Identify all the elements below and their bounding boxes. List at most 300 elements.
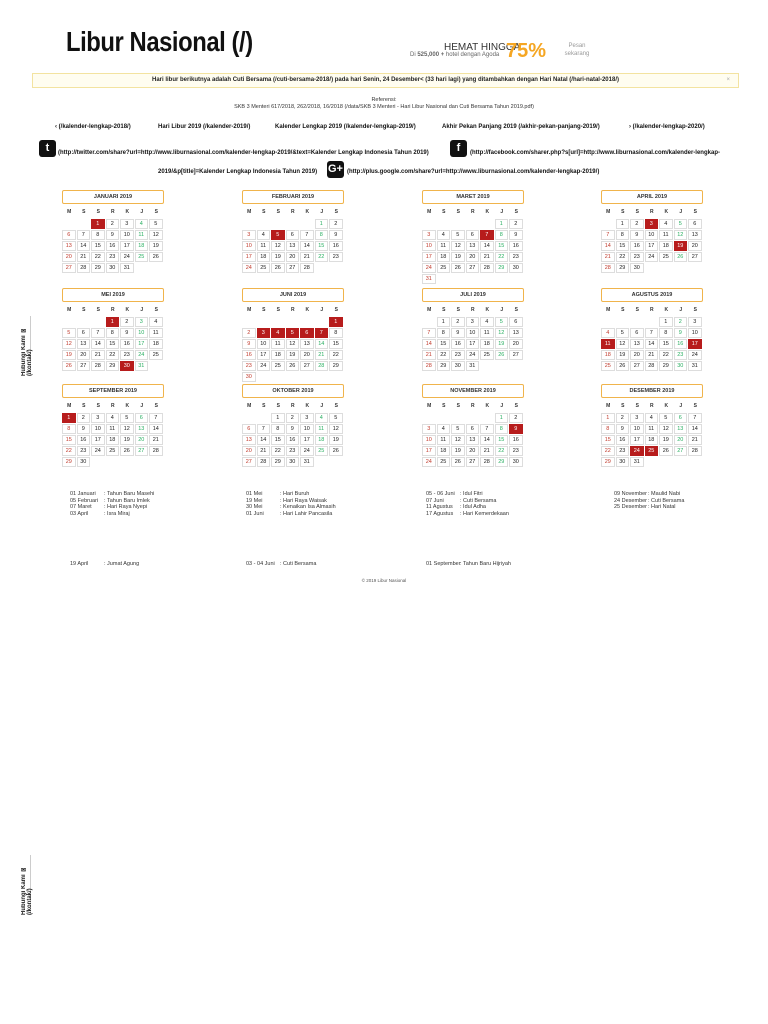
- day-cell[interactable]: 10: [466, 328, 480, 338]
- day-cell[interactable]: 5: [329, 413, 343, 423]
- day-cell[interactable]: 3: [688, 317, 702, 327]
- day-cell[interactable]: 28: [300, 263, 314, 273]
- day-cell[interactable]: 28: [77, 263, 91, 273]
- day-cell[interactable]: 7: [300, 230, 314, 240]
- day-cell[interactable]: 14: [149, 424, 163, 434]
- day-cell[interactable]: 26: [495, 350, 509, 360]
- day-cell[interactable]: 28: [645, 361, 659, 371]
- day-cell[interactable]: 1: [495, 219, 509, 229]
- day-cell[interactable]: 29: [495, 263, 509, 273]
- day-cell[interactable]: 8: [271, 424, 285, 434]
- day-cell[interactable]: 18: [149, 339, 163, 349]
- day-cell[interactable]: 20: [77, 350, 91, 360]
- day-cell[interactable]: 14: [315, 339, 329, 349]
- day-cell[interactable]: 27: [77, 361, 91, 371]
- day-cell[interactable]: 28: [422, 361, 436, 371]
- day-cell[interactable]: 16: [509, 241, 523, 251]
- day-cell[interactable]: 2: [77, 413, 91, 423]
- day-cell[interactable]: 29: [62, 457, 76, 467]
- day-cell[interactable]: 16: [77, 435, 91, 445]
- day-cell[interactable]: 23: [451, 350, 465, 360]
- day-cell[interactable]: 16: [451, 339, 465, 349]
- day-cell[interactable]: 26: [271, 263, 285, 273]
- day-cell[interactable]: 12: [149, 230, 163, 240]
- day-cell[interactable]: 3: [630, 413, 644, 423]
- day-cell[interactable]: 19: [451, 446, 465, 456]
- day-cell[interactable]: 12: [616, 339, 630, 349]
- day-cell[interactable]: 24: [91, 446, 105, 456]
- day-cell[interactable]: 27: [286, 263, 300, 273]
- day-cell[interactable]: 21: [300, 252, 314, 262]
- day-cell[interactable]: 23: [286, 446, 300, 456]
- day-cell[interactable]: 30: [242, 372, 256, 382]
- month-title[interactable]: DESEMBER 2019: [601, 384, 703, 398]
- day-cell[interactable]: 13: [688, 230, 702, 240]
- day-cell[interactable]: 27: [300, 361, 314, 371]
- day-cell[interactable]: 16: [509, 435, 523, 445]
- day-cell[interactable]: 10: [688, 328, 702, 338]
- day-cell[interactable]: 11: [480, 328, 494, 338]
- day-cell[interactable]: 19: [149, 241, 163, 251]
- day-cell[interactable]: 9: [106, 230, 120, 240]
- day-cell[interactable]: 2: [329, 219, 343, 229]
- holiday-day-cell[interactable]: 11: [601, 339, 615, 349]
- holiday-day-cell[interactable]: 1: [329, 317, 343, 327]
- day-cell[interactable]: 17: [135, 339, 149, 349]
- day-cell[interactable]: 7: [688, 413, 702, 423]
- day-cell[interactable]: 2: [242, 328, 256, 338]
- facebook-share-link[interactable]: (http://facebook.com/sharer.php?s[url]=http://www.liburnasional.com/kalender-lengkap-: [470, 150, 720, 156]
- day-cell[interactable]: 6: [688, 219, 702, 229]
- day-cell[interactable]: 3: [422, 230, 436, 240]
- day-cell[interactable]: 23: [77, 446, 91, 456]
- day-cell[interactable]: 22: [437, 350, 451, 360]
- day-cell[interactable]: 8: [91, 230, 105, 240]
- holiday-day-cell[interactable]: 5: [271, 230, 285, 240]
- day-cell[interactable]: 2: [451, 317, 465, 327]
- day-cell[interactable]: 1: [437, 317, 451, 327]
- day-cell[interactable]: 24: [257, 361, 271, 371]
- day-cell[interactable]: 30: [509, 263, 523, 273]
- next-year-link[interactable]: › (/kalender-lengkap-2020/): [629, 124, 705, 130]
- day-cell[interactable]: 14: [77, 241, 91, 251]
- day-cell[interactable]: 12: [120, 424, 134, 434]
- day-cell[interactable]: 5: [674, 219, 688, 229]
- day-cell[interactable]: 4: [645, 413, 659, 423]
- day-cell[interactable]: 21: [688, 435, 702, 445]
- day-cell[interactable]: 26: [62, 361, 76, 371]
- libur-2019-link[interactable]: Hari Libur 2019 (/kalender-2019/): [158, 124, 251, 130]
- day-cell[interactable]: 9: [77, 424, 91, 434]
- day-cell[interactable]: 10: [422, 435, 436, 445]
- day-cell[interactable]: 29: [659, 361, 673, 371]
- day-cell[interactable]: 6: [674, 413, 688, 423]
- day-cell[interactable]: 22: [106, 350, 120, 360]
- day-cell[interactable]: 4: [437, 230, 451, 240]
- day-cell[interactable]: 29: [437, 361, 451, 371]
- day-cell[interactable]: 12: [62, 339, 76, 349]
- day-cell[interactable]: 7: [77, 230, 91, 240]
- day-cell[interactable]: 10: [422, 241, 436, 251]
- day-cell[interactable]: 21: [91, 350, 105, 360]
- day-cell[interactable]: 4: [601, 328, 615, 338]
- day-cell[interactable]: 10: [300, 424, 314, 434]
- day-cell[interactable]: 20: [688, 241, 702, 251]
- day-cell[interactable]: 2: [120, 317, 134, 327]
- day-cell[interactable]: 4: [659, 219, 673, 229]
- day-cell[interactable]: 31: [688, 361, 702, 371]
- day-cell[interactable]: 15: [315, 241, 329, 251]
- day-cell[interactable]: 9: [451, 328, 465, 338]
- day-cell[interactable]: 30: [509, 457, 523, 467]
- day-cell[interactable]: 14: [257, 435, 271, 445]
- day-cell[interactable]: 20: [286, 252, 300, 262]
- day-cell[interactable]: 10: [120, 230, 134, 240]
- day-cell[interactable]: 4: [437, 424, 451, 434]
- day-cell[interactable]: 18: [135, 241, 149, 251]
- day-cell[interactable]: 21: [77, 252, 91, 262]
- day-cell[interactable]: 11: [659, 230, 673, 240]
- day-cell[interactable]: 6: [242, 424, 256, 434]
- day-cell[interactable]: 23: [329, 252, 343, 262]
- holiday-day-cell[interactable]: 1: [62, 413, 76, 423]
- day-cell[interactable]: 26: [659, 446, 673, 456]
- day-cell[interactable]: 8: [495, 424, 509, 434]
- day-cell[interactable]: 12: [271, 241, 285, 251]
- day-cell[interactable]: 23: [616, 446, 630, 456]
- month-title[interactable]: SEPTEMBER 2019: [62, 384, 164, 398]
- day-cell[interactable]: 11: [257, 241, 271, 251]
- day-cell[interactable]: 10: [135, 328, 149, 338]
- day-cell[interactable]: 10: [630, 424, 644, 434]
- promo-cta-link[interactable]: Pesan sekarang: [564, 43, 590, 57]
- day-cell[interactable]: 15: [495, 241, 509, 251]
- day-cell[interactable]: 11: [271, 339, 285, 349]
- day-cell[interactable]: 16: [242, 350, 256, 360]
- month-title[interactable]: JULI 2019: [422, 288, 524, 302]
- day-cell[interactable]: 18: [645, 435, 659, 445]
- day-cell[interactable]: 9: [674, 328, 688, 338]
- day-cell[interactable]: 27: [135, 446, 149, 456]
- day-cell[interactable]: 13: [135, 424, 149, 434]
- contact-link-upper[interactable]: Hubungi Kami ✉ (/kontak/): [20, 316, 31, 376]
- day-cell[interactable]: 2: [509, 219, 523, 229]
- day-cell[interactable]: 14: [645, 339, 659, 349]
- day-cell[interactable]: 16: [286, 435, 300, 445]
- day-cell[interactable]: 2: [630, 219, 644, 229]
- day-cell[interactable]: 24: [300, 446, 314, 456]
- twitter-icon[interactable]: t: [39, 140, 56, 157]
- kalender-lengkap-link[interactable]: Kalender Lengkap 2019 (/kalender-lengkap-2019/): [275, 124, 416, 130]
- day-cell[interactable]: 22: [495, 446, 509, 456]
- day-cell[interactable]: 8: [315, 230, 329, 240]
- day-cell[interactable]: 18: [315, 435, 329, 445]
- day-cell[interactable]: 6: [77, 328, 91, 338]
- day-cell[interactable]: 21: [601, 252, 615, 262]
- month-title[interactable]: OKTOBER 2019: [242, 384, 344, 398]
- day-cell[interactable]: 7: [601, 230, 615, 240]
- day-cell[interactable]: 9: [329, 230, 343, 240]
- day-cell[interactable]: 25: [106, 446, 120, 456]
- day-cell[interactable]: 12: [451, 241, 465, 251]
- day-cell[interactable]: 24: [688, 350, 702, 360]
- day-cell[interactable]: 8: [106, 328, 120, 338]
- holiday-day-cell[interactable]: 25: [645, 446, 659, 456]
- day-cell[interactable]: 5: [659, 413, 673, 423]
- day-cell[interactable]: 26: [451, 457, 465, 467]
- day-cell[interactable]: 27: [62, 263, 76, 273]
- day-cell[interactable]: 19: [616, 350, 630, 360]
- day-cell[interactable]: 3: [300, 413, 314, 423]
- day-cell[interactable]: 17: [91, 435, 105, 445]
- day-cell[interactable]: 3: [422, 424, 436, 434]
- day-cell[interactable]: 24: [645, 252, 659, 262]
- day-cell[interactable]: 12: [659, 424, 673, 434]
- day-cell[interactable]: 19: [659, 435, 673, 445]
- day-cell[interactable]: 7: [480, 424, 494, 434]
- day-cell[interactable]: 13: [674, 424, 688, 434]
- day-cell[interactable]: 28: [91, 361, 105, 371]
- day-cell[interactable]: 3: [120, 219, 134, 229]
- day-cell[interactable]: 13: [77, 339, 91, 349]
- day-cell[interactable]: 5: [616, 328, 630, 338]
- day-cell[interactable]: 22: [315, 252, 329, 262]
- month-title[interactable]: MEI 2019: [62, 288, 164, 302]
- day-cell[interactable]: 25: [601, 361, 615, 371]
- day-cell[interactable]: 3: [91, 413, 105, 423]
- day-cell[interactable]: 1: [495, 413, 509, 423]
- day-cell[interactable]: 30: [630, 263, 644, 273]
- day-cell[interactable]: 12: [286, 339, 300, 349]
- holiday-day-cell[interactable]: 1: [91, 219, 105, 229]
- day-cell[interactable]: 6: [135, 413, 149, 423]
- day-cell[interactable]: 20: [466, 446, 480, 456]
- day-cell[interactable]: 25: [149, 350, 163, 360]
- day-cell[interactable]: 25: [437, 263, 451, 273]
- day-cell[interactable]: 15: [437, 339, 451, 349]
- day-cell[interactable]: 23: [120, 350, 134, 360]
- holiday-day-cell[interactable]: 7: [315, 328, 329, 338]
- day-cell[interactable]: 3: [242, 230, 256, 240]
- day-cell[interactable]: 16: [106, 241, 120, 251]
- facebook-share-link-cont[interactable]: 2019/&p[title]=Kalender Lengkap Indonesia Tahun 2019): [158, 169, 318, 175]
- day-cell[interactable]: 20: [300, 350, 314, 360]
- day-cell[interactable]: 14: [480, 241, 494, 251]
- day-cell[interactable]: 7: [645, 328, 659, 338]
- month-title[interactable]: JANUARI 2019: [62, 190, 164, 204]
- day-cell[interactable]: 20: [674, 435, 688, 445]
- day-cell[interactable]: 18: [659, 241, 673, 251]
- day-cell[interactable]: 14: [300, 241, 314, 251]
- day-cell[interactable]: 15: [601, 435, 615, 445]
- day-cell[interactable]: 2: [616, 413, 630, 423]
- day-cell[interactable]: 19: [495, 339, 509, 349]
- day-cell[interactable]: 17: [466, 339, 480, 349]
- day-cell[interactable]: 16: [616, 435, 630, 445]
- day-cell[interactable]: 8: [659, 328, 673, 338]
- day-cell[interactable]: 13: [242, 435, 256, 445]
- day-cell[interactable]: 20: [62, 252, 76, 262]
- day-cell[interactable]: 20: [135, 435, 149, 445]
- day-cell[interactable]: 24: [422, 263, 436, 273]
- day-cell[interactable]: 15: [659, 339, 673, 349]
- day-cell[interactable]: 4: [315, 413, 329, 423]
- day-cell[interactable]: 14: [688, 424, 702, 434]
- day-cell[interactable]: 24: [242, 263, 256, 273]
- day-cell[interactable]: 6: [630, 328, 644, 338]
- day-cell[interactable]: 16: [674, 339, 688, 349]
- day-cell[interactable]: 17: [242, 252, 256, 262]
- day-cell[interactable]: 31: [630, 457, 644, 467]
- day-cell[interactable]: 29: [271, 457, 285, 467]
- day-cell[interactable]: 9: [616, 424, 630, 434]
- day-cell[interactable]: 17: [300, 435, 314, 445]
- day-cell[interactable]: 26: [286, 361, 300, 371]
- day-cell[interactable]: 2: [509, 413, 523, 423]
- day-cell[interactable]: 2: [106, 219, 120, 229]
- day-cell[interactable]: 17: [120, 241, 134, 251]
- day-cell[interactable]: 13: [509, 328, 523, 338]
- day-cell[interactable]: 13: [300, 339, 314, 349]
- day-cell[interactable]: 23: [509, 252, 523, 262]
- day-cell[interactable]: 29: [495, 457, 509, 467]
- day-cell[interactable]: 7: [257, 424, 271, 434]
- reference-link[interactable]: SKB 3 Menteri 617/2018, 262/2018, 16/2018 (/data/SKB 3 Menteri - Hari Libur Nasional dan Cuti Bersama Tahun 2019.pdf): [234, 104, 534, 110]
- holiday-day-cell[interactable]: 6: [300, 328, 314, 338]
- day-cell[interactable]: 15: [62, 435, 76, 445]
- day-cell[interactable]: 17: [422, 446, 436, 456]
- google-plus-icon[interactable]: G+: [327, 161, 344, 178]
- day-cell[interactable]: 23: [106, 252, 120, 262]
- day-cell[interactable]: 17: [645, 241, 659, 251]
- holiday-day-cell[interactable]: 17: [688, 339, 702, 349]
- day-cell[interactable]: 21: [149, 435, 163, 445]
- day-cell[interactable]: 28: [149, 446, 163, 456]
- day-cell[interactable]: 8: [616, 230, 630, 240]
- facebook-icon[interactable]: f: [450, 140, 467, 157]
- day-cell[interactable]: 31: [300, 457, 314, 467]
- day-cell[interactable]: 9: [509, 230, 523, 240]
- day-cell[interactable]: 7: [422, 328, 436, 338]
- day-cell[interactable]: 13: [466, 241, 480, 251]
- day-cell[interactable]: 22: [495, 252, 509, 262]
- day-cell[interactable]: 25: [135, 252, 149, 262]
- day-cell[interactable]: 13: [286, 241, 300, 251]
- day-cell[interactable]: 29: [616, 263, 630, 273]
- day-cell[interactable]: 5: [62, 328, 76, 338]
- day-cell[interactable]: 4: [480, 317, 494, 327]
- day-cell[interactable]: 20: [630, 350, 644, 360]
- day-cell[interactable]: 2: [286, 413, 300, 423]
- day-cell[interactable]: 24: [135, 350, 149, 360]
- day-cell[interactable]: 23: [509, 446, 523, 456]
- day-cell[interactable]: 26: [451, 263, 465, 273]
- day-cell[interactable]: 5: [495, 317, 509, 327]
- day-cell[interactable]: 13: [62, 241, 76, 251]
- day-cell[interactable]: 5: [120, 413, 134, 423]
- day-cell[interactable]: 4: [106, 413, 120, 423]
- day-cell[interactable]: 20: [509, 339, 523, 349]
- day-cell[interactable]: 6: [509, 317, 523, 327]
- day-cell[interactable]: 29: [91, 263, 105, 273]
- day-cell[interactable]: 4: [149, 317, 163, 327]
- day-cell[interactable]: 30: [77, 457, 91, 467]
- holiday-day-cell[interactable]: 3: [257, 328, 271, 338]
- day-cell[interactable]: 8: [437, 328, 451, 338]
- day-cell[interactable]: 31: [120, 263, 134, 273]
- akhir-pekan-link[interactable]: Akhir Pekan Panjang 2019 (/akhir-pekan-panjang-2019/): [442, 124, 600, 130]
- day-cell[interactable]: 26: [616, 361, 630, 371]
- holiday-day-cell[interactable]: 24: [630, 446, 644, 456]
- day-cell[interactable]: 6: [466, 230, 480, 240]
- day-cell[interactable]: 1: [659, 317, 673, 327]
- holiday-day-cell[interactable]: 4: [271, 328, 285, 338]
- day-cell[interactable]: 1: [271, 413, 285, 423]
- day-cell[interactable]: 5: [451, 424, 465, 434]
- day-cell[interactable]: 30: [106, 263, 120, 273]
- day-cell[interactable]: 29: [601, 457, 615, 467]
- holiday-day-cell[interactable]: 9: [509, 424, 523, 434]
- day-cell[interactable]: 28: [257, 457, 271, 467]
- day-cell[interactable]: 5: [451, 230, 465, 240]
- contact-link-lower[interactable]: Hubungi Kami ✉ (/kontak/): [20, 855, 31, 915]
- holiday-day-cell[interactable]: 3: [645, 219, 659, 229]
- day-cell[interactable]: 25: [659, 252, 673, 262]
- day-cell[interactable]: 22: [616, 252, 630, 262]
- day-cell[interactable]: 22: [659, 350, 673, 360]
- day-cell[interactable]: 21: [645, 350, 659, 360]
- day-cell[interactable]: 22: [329, 350, 343, 360]
- day-cell[interactable]: 14: [480, 435, 494, 445]
- day-cell[interactable]: 18: [601, 350, 615, 360]
- day-cell[interactable]: 16: [630, 241, 644, 251]
- day-cell[interactable]: 30: [286, 457, 300, 467]
- day-cell[interactable]: 24: [422, 457, 436, 467]
- day-cell[interactable]: 31: [466, 361, 480, 371]
- holiday-day-cell[interactable]: 1: [106, 317, 120, 327]
- day-cell[interactable]: 26: [149, 252, 163, 262]
- day-cell[interactable]: 28: [480, 263, 494, 273]
- day-cell[interactable]: 11: [645, 424, 659, 434]
- holiday-day-cell[interactable]: 19: [674, 241, 688, 251]
- day-cell[interactable]: 27: [466, 457, 480, 467]
- day-cell[interactable]: 27: [688, 252, 702, 262]
- month-title[interactable]: FEBRUARI 2019: [242, 190, 344, 204]
- day-cell[interactable]: 10: [645, 230, 659, 240]
- day-cell[interactable]: 16: [329, 241, 343, 251]
- day-cell[interactable]: 21: [422, 350, 436, 360]
- day-cell[interactable]: 15: [329, 339, 343, 349]
- day-cell[interactable]: 10: [91, 424, 105, 434]
- day-cell[interactable]: 12: [674, 230, 688, 240]
- day-cell[interactable]: 29: [106, 361, 120, 371]
- day-cell[interactable]: 19: [286, 350, 300, 360]
- day-cell[interactable]: 29: [329, 361, 343, 371]
- prev-year-link[interactable]: ‹ (/kalender-lengkap-2018/): [55, 124, 131, 130]
- day-cell[interactable]: 27: [509, 350, 523, 360]
- day-cell[interactable]: 8: [495, 230, 509, 240]
- day-cell[interactable]: 27: [466, 263, 480, 273]
- day-cell[interactable]: 27: [674, 446, 688, 456]
- day-cell[interactable]: 15: [271, 435, 285, 445]
- day-cell[interactable]: 23: [674, 350, 688, 360]
- day-cell[interactable]: 20: [242, 446, 256, 456]
- day-cell[interactable]: 11: [437, 241, 451, 251]
- day-cell[interactable]: 4: [257, 230, 271, 240]
- day-cell[interactable]: 19: [329, 435, 343, 445]
- day-cell[interactable]: 18: [106, 435, 120, 445]
- day-cell[interactable]: 14: [422, 339, 436, 349]
